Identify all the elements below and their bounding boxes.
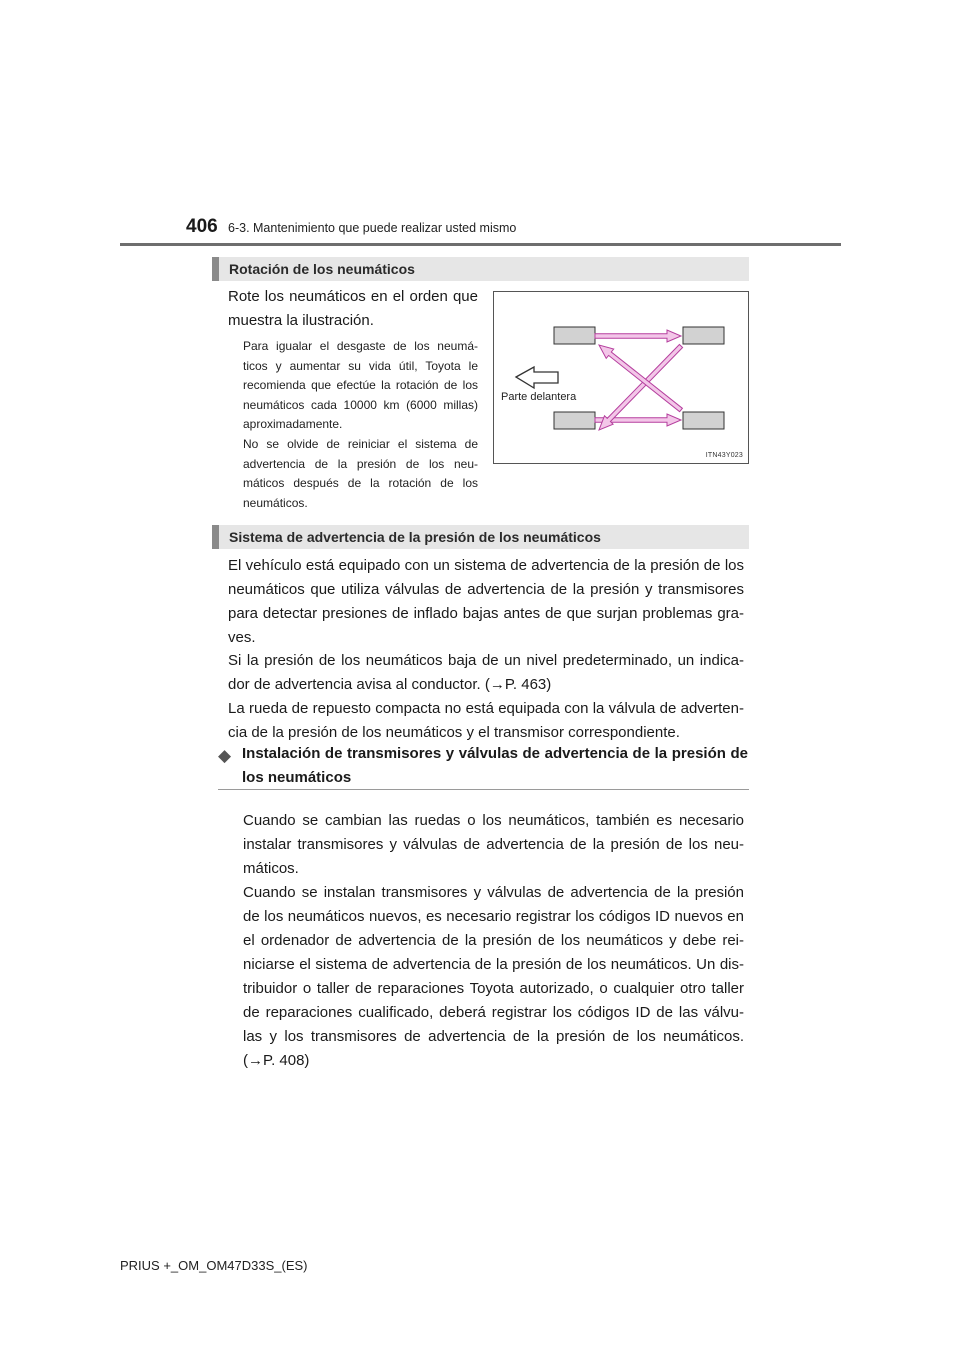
arrow-front-left-to-front-right	[595, 330, 681, 342]
section-heading-rotation: Rotación de los neumáticos	[212, 257, 749, 281]
rotation-note-reset: No se olvide de reiniciar el sistema de advertencia de la presión de los neu- máticos después de la rotación de los neumáticos.	[243, 437, 478, 510]
tpws-paragraph-2: Si la presión de los neumáticos baja de un nivel predeterminado, un indica- dor de advertencia avisa al conductor. (→P. 463)	[228, 652, 744, 693]
section-heading-tpws: Sistema de advertencia de la presión de los neumáticos	[212, 525, 749, 549]
figure-code: ITN43Y023	[705, 452, 743, 459]
rotation-intro: Rote los neumáticos en el orden que muestra la ilustración.	[228, 288, 478, 329]
tire-rotation-figure	[493, 291, 749, 464]
installation-paragraph-1: Cuando se cambian las ruedas o los neumáticos, también es necesario instalar transmisores y válvulas de advertencia de la presión de los neu- máticos.	[243, 812, 744, 877]
tpws-paragraph-1: El vehículo está equipado con un sistema de advertencia de la presión de los neumáticos que utiliza válvulas de advertencia de la presión y transmisores para detectar presiones de inflado bajas antes de que surjan problemas gra- ves.	[228, 557, 744, 646]
tire-rotation-diagram	[494, 292, 748, 463]
tire-rear-left	[554, 412, 595, 429]
subheading-text: Instalación de transmisores y válvulas de advertencia de la presión de los neumáticos	[242, 745, 748, 786]
tpws-paragraph-3: La rueda de repuesto compacta no está equipada con la válvula de adverten- cia de la presión de los neumáticos y el transmisor correspondiente.	[228, 700, 744, 741]
chapter-title: 6-3. Mantenimiento que puede realizar usted mismo	[228, 221, 517, 235]
front-direction-arrow	[516, 367, 558, 388]
tire-front-left	[554, 327, 595, 344]
installation-paragraph-2: Cuando se instalan transmisores y válvulas de advertencia de la presión de los neumáticos nuevos, es necesario registrar los códigos ID nuevos en el ordenador de advertencia de la presión de los neumáticos y debe rei- niciarse el sistema de advertencia de la presión de los neumáticos. Un dis- tribuidor o taller de reparaciones Toyota autorizado, o cualquier otro taller de reparaciones cualificado, deberá registrar los códigos ID de las válvu- las y los transmisores de advertencia de la presión de los neumáticos. (→P. 408)	[243, 884, 744, 1069]
front-label: Parte delantera	[501, 391, 577, 403]
header-rule	[120, 243, 841, 246]
rotation-note-wear: Para igualar el desgaste de los neumá- ticos y aumentar su vida útil, Toyota le recomienda que efectúe la rotación de los neumáticos cada 10000 km (6000 millas) aproximadamente.	[243, 339, 478, 431]
tire-rear-right	[683, 412, 724, 429]
page-number: 406	[186, 216, 218, 237]
footer-doc-code: PRIUS +_OM_OM47D33S_(ES)	[120, 1258, 308, 1273]
diamond-bullet-icon: ◆	[218, 746, 232, 765]
tire-front-right	[683, 327, 724, 344]
subheading-rule	[218, 789, 749, 790]
